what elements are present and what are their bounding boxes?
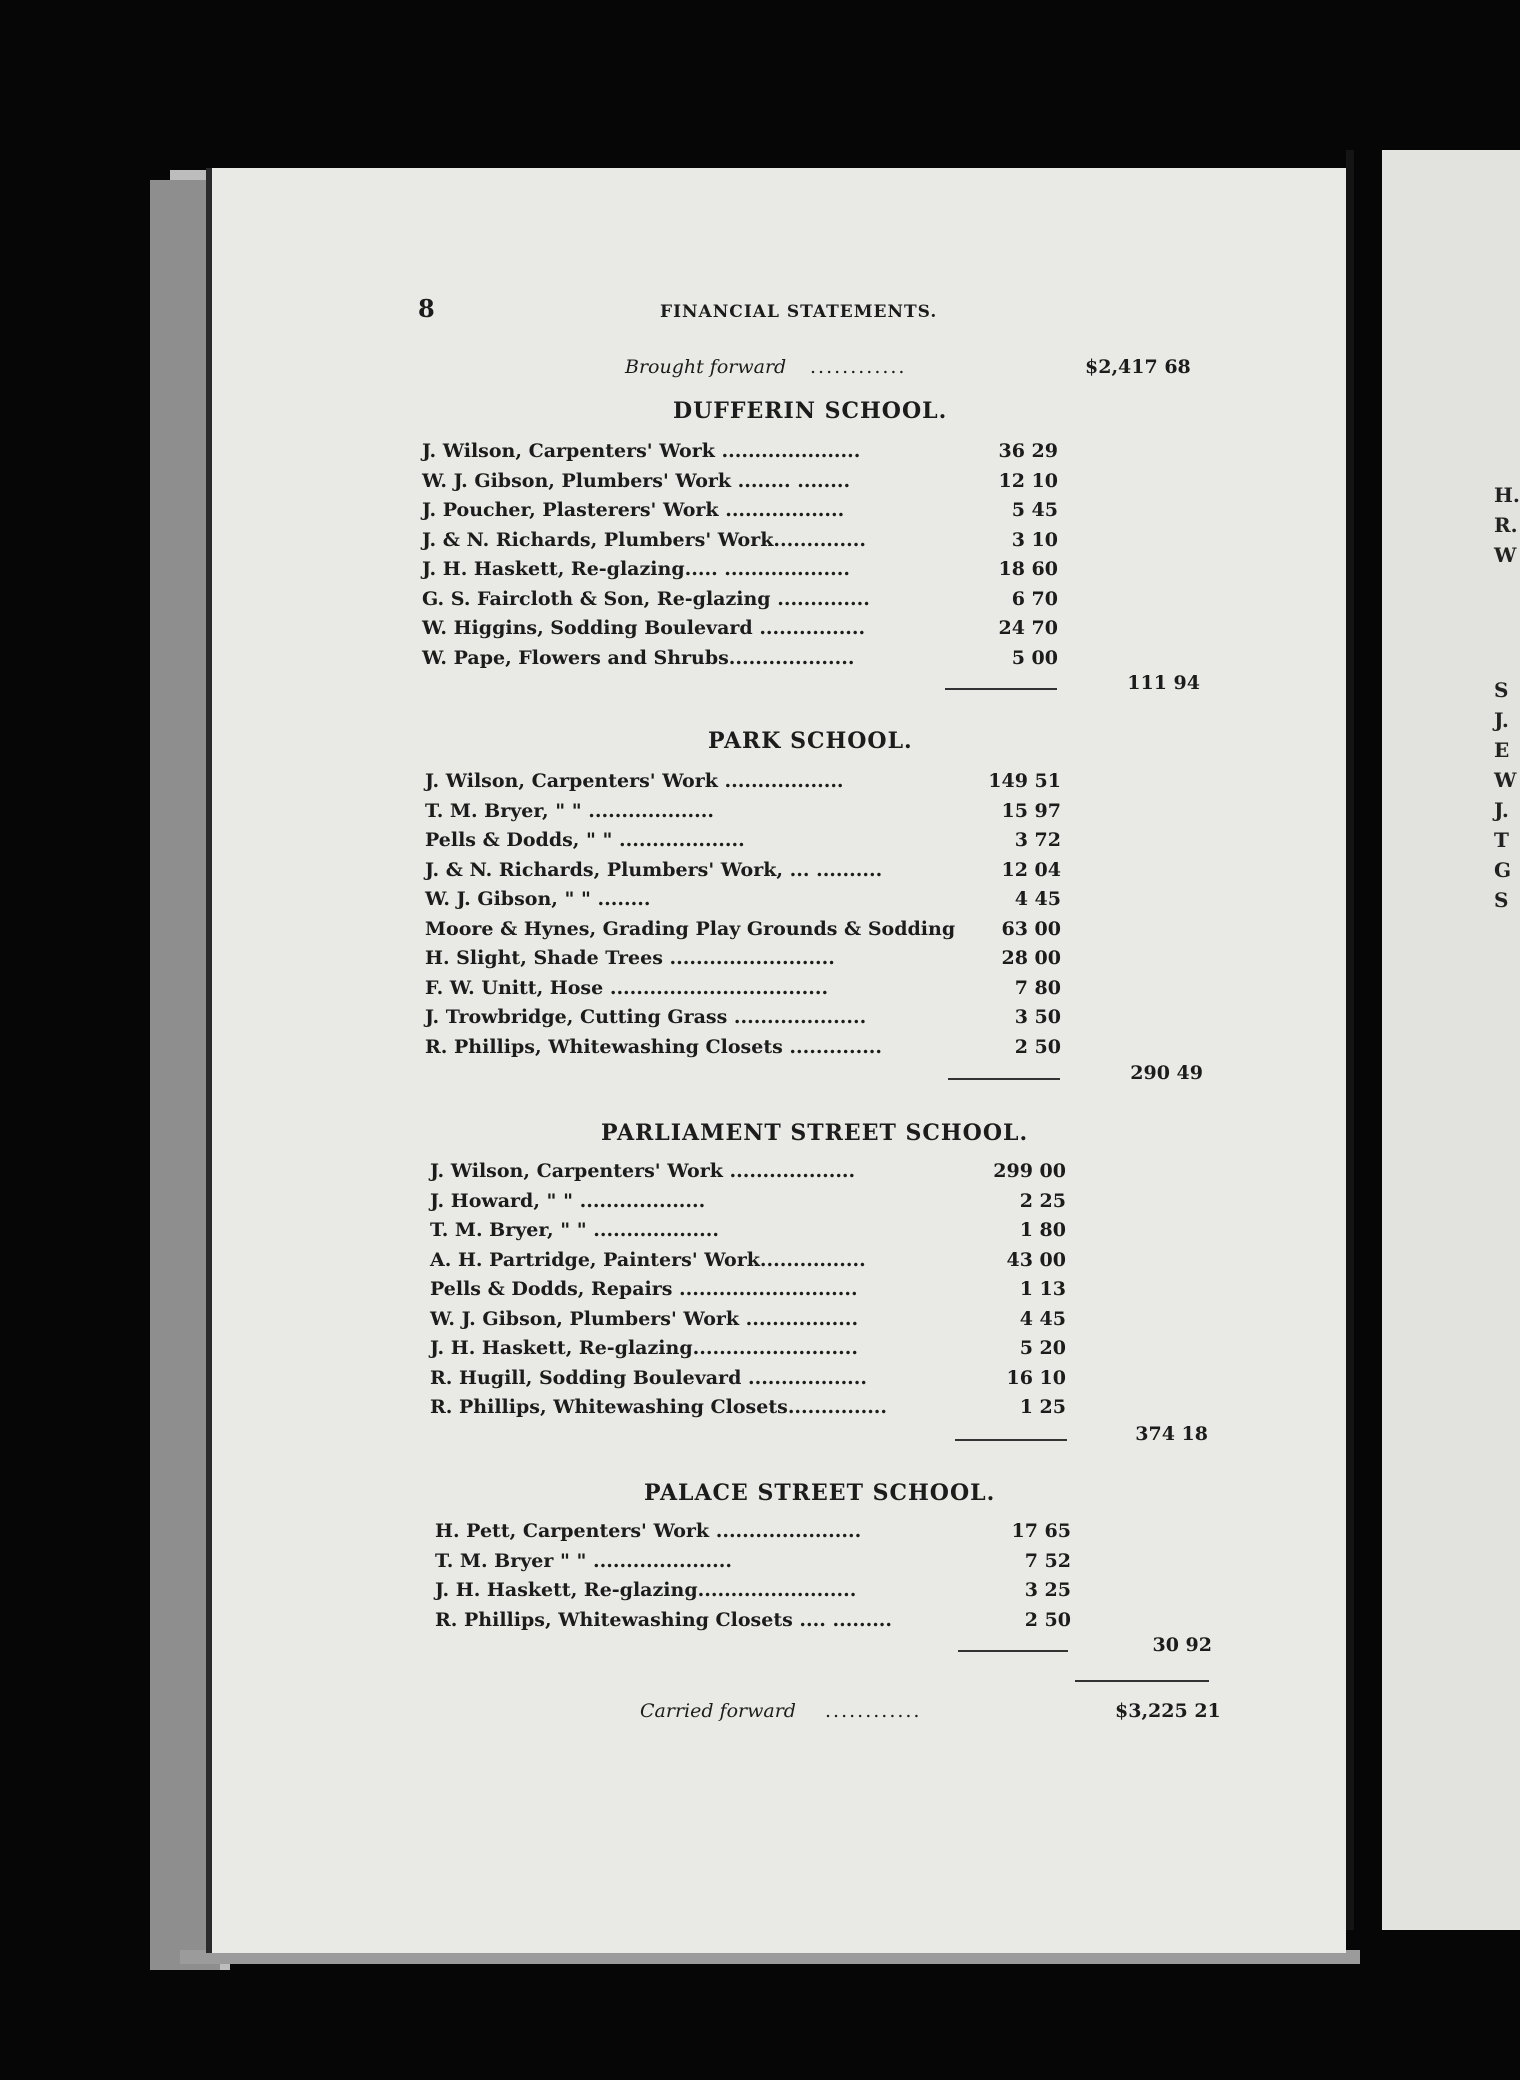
ledger-item-text: J. H. Haskett, Re-glazing......................... xyxy=(430,1337,858,1359)
park-school-subtotal: 290 49 xyxy=(1130,1062,1203,1084)
ledger-item-amount: 3 25 xyxy=(1024,1579,1071,1601)
leader-dots: ............ xyxy=(825,1700,922,1722)
facing-page-fragment: H. xyxy=(1494,483,1520,507)
ledger-row xyxy=(430,1160,1066,1190)
ledger-item-text: T. M. Bryer " " ..................... xyxy=(435,1549,732,1572)
ledger-item-amount: 63 00 xyxy=(1001,917,1061,940)
ledger-item-text: F. W. Unitt, Hose ................................. xyxy=(425,976,829,999)
ledger-item-text: Pells & Dodds, Repairs ........................... xyxy=(430,1278,858,1300)
ledger-item-text: Moore & Hynes, Grading Play Grounds & Sodding xyxy=(425,917,956,940)
ledger-item-amount: 15 97 xyxy=(1001,799,1061,822)
ledger-row xyxy=(425,888,1061,918)
facing-page-fragment: E xyxy=(1494,738,1510,762)
ledger-item-text: H. Pett, Carpenters' Work ...................... xyxy=(435,1520,862,1542)
facing-page-fragment: S xyxy=(1494,678,1509,702)
leader-dots: ............ xyxy=(810,356,907,378)
subtotal-rule xyxy=(945,688,1057,690)
ledger-item-amount: 5 20 xyxy=(1019,1337,1066,1359)
dufferin-school-items xyxy=(422,440,1058,676)
ledger-row xyxy=(425,800,1061,830)
ledger-row xyxy=(430,1219,1066,1249)
ledger-item-amount: 6 70 xyxy=(1011,587,1058,610)
ledger-item-text: J. & N. Richards, Plumbers' Work, ... .......... xyxy=(425,858,883,881)
ledger-row xyxy=(422,440,1058,470)
ledger-item-amount: 36 29 xyxy=(998,440,1058,462)
ledger-row xyxy=(430,1249,1066,1279)
facing-page-fragment: R. xyxy=(1494,513,1518,537)
ledger-item-text: J. Poucher, Plasterers' Work .................. xyxy=(422,499,845,521)
ledger-row xyxy=(435,1550,1071,1580)
ledger-item-text: R. Phillips, Whitewashing Closets............... xyxy=(430,1396,888,1418)
ledger-row xyxy=(425,977,1061,1007)
ledger-item-amount: 3 10 xyxy=(1011,528,1058,551)
ledger-row xyxy=(430,1337,1066,1367)
ledger-row xyxy=(425,918,1061,948)
ledger-row xyxy=(422,499,1058,529)
ledger-row xyxy=(430,1308,1066,1338)
book-gutter xyxy=(1346,150,1354,1930)
ledger-row xyxy=(430,1278,1066,1308)
ledger-row xyxy=(425,1036,1061,1066)
ledger-item-text: W. Pape, Flowers and Shrubs................... xyxy=(422,646,855,669)
ledger-item-amount: 4 45 xyxy=(1014,888,1061,910)
brought-forward-amount: $2,417 68 xyxy=(1085,356,1191,378)
subtotal-rule xyxy=(955,1439,1067,1441)
ledger-item-amount: 17 65 xyxy=(1011,1520,1071,1542)
parliament-street-school-items xyxy=(430,1160,1066,1426)
ledger-item-text: R. Phillips, Whitewashing Closets .............. xyxy=(425,1035,883,1058)
ledger-item-amount: 18 60 xyxy=(998,558,1058,580)
ledger-item-text: R. Phillips, Whitewashing Closets .... ......... xyxy=(435,1608,893,1631)
ledger-item-amount: 43 00 xyxy=(1006,1248,1066,1271)
ledger-row xyxy=(430,1190,1066,1220)
dufferin-school-heading: DUFFERIN SCHOOL. xyxy=(673,398,948,424)
subtotal-rule xyxy=(958,1650,1068,1652)
ledger-row xyxy=(422,617,1058,647)
subtotal-rule xyxy=(948,1078,1060,1080)
ledger-item-text: J. Wilson, Carpenters' Work ................... xyxy=(430,1160,856,1182)
facing-page-fragment: W xyxy=(1494,768,1517,792)
ledger-item-amount: 16 10 xyxy=(1006,1366,1066,1389)
ledger-item-text: G. S. Faircloth & Son, Re-glazing .............. xyxy=(422,587,870,610)
ledger-item-text: W. J. Gibson, Plumbers' Work ................. xyxy=(430,1307,859,1330)
ledger-row xyxy=(435,1609,1071,1639)
ledger-item-amount: 3 50 xyxy=(1014,1006,1061,1028)
ledger-item-text: Pells & Dodds, " " ................... xyxy=(425,829,745,851)
ledger-item-text: J. H. Haskett, Re-glazing........................ xyxy=(435,1579,857,1601)
ledger-item-text: J. Wilson, Carpenters' Work ..................... xyxy=(422,440,861,462)
facing-page-fragment: S xyxy=(1494,888,1509,912)
palace-street-school-items xyxy=(435,1520,1071,1638)
ledger-item-text: J. H. Haskett, Re-glazing..... ................... xyxy=(422,558,850,580)
ledger-item-text: J. Howard, " " ................... xyxy=(430,1189,706,1212)
ledger-item-text: J. Trowbridge, Cutting Grass .................... xyxy=(425,1006,867,1028)
ledger-item-amount: 7 80 xyxy=(1014,976,1061,999)
dufferin-school-subtotal: 111 94 xyxy=(1127,672,1200,694)
ledger-row xyxy=(435,1579,1071,1609)
ledger-item-text: T. M. Bryer, " " ................... xyxy=(430,1219,719,1241)
carried-forward-line xyxy=(435,1700,1235,1730)
ledger-row xyxy=(422,529,1058,559)
facing-page-fragment: G xyxy=(1494,858,1512,882)
ledger-item-amount: 28 00 xyxy=(1001,947,1061,969)
ledger-row xyxy=(430,1396,1066,1426)
ledger-item-text: J. & N. Richards, Plumbers' Work.............. xyxy=(422,528,866,551)
park-school-heading: PARK SCHOOL. xyxy=(708,728,913,754)
ledger-item-text: R. Hugill, Sodding Boulevard .................. xyxy=(430,1366,868,1389)
ledger-row xyxy=(422,647,1058,677)
ledger-row xyxy=(430,1367,1066,1397)
park-school-items xyxy=(425,770,1061,1065)
parliament-street-school-subtotal: 374 18 xyxy=(1135,1423,1208,1445)
ledger-item-amount: 5 45 xyxy=(1011,499,1058,521)
ledger-row xyxy=(435,1520,1071,1550)
ledger-item-amount: 1 25 xyxy=(1019,1396,1066,1418)
ledger-item-amount: 4 45 xyxy=(1019,1307,1066,1330)
ledger-row xyxy=(422,588,1058,618)
page-header xyxy=(418,294,1058,328)
ledger-item-text: A. H. Partridge, Painters' Work................ xyxy=(430,1248,866,1271)
ledger-item-amount: 24 70 xyxy=(998,617,1058,639)
brought-forward-label: Brought forward xyxy=(625,356,787,378)
ledger-item-text: T. M. Bryer, " " ................... xyxy=(425,799,714,822)
ledger-row xyxy=(425,1006,1061,1036)
ledger-row xyxy=(425,770,1061,800)
ledger-item-amount: 1 80 xyxy=(1019,1219,1066,1241)
ledger-item-amount: 5 00 xyxy=(1011,646,1058,669)
ledger-item-amount: 7 52 xyxy=(1024,1549,1071,1572)
ledger-item-amount: 299 00 xyxy=(993,1160,1066,1182)
facing-page xyxy=(1382,150,1520,1930)
ledger-row xyxy=(422,470,1058,500)
ledger-item-amount: 2 50 xyxy=(1024,1608,1071,1631)
running-title: FINANCIAL STATEMENTS. xyxy=(660,302,938,322)
ledger-item-text: J. Wilson, Carpenters' Work .................. xyxy=(425,770,844,792)
facing-page-fragment: J. xyxy=(1494,798,1509,822)
ledger-item-amount: 2 50 xyxy=(1014,1035,1061,1058)
ledger-item-text: H. Slight, Shade Trees ......................... xyxy=(425,947,835,969)
ledger-item-text: W. J. Gibson, " " ........ xyxy=(425,888,651,910)
carried-forward-label: Carried forward xyxy=(640,1700,796,1722)
facing-page-fragment: W xyxy=(1494,543,1517,567)
ledger-row xyxy=(422,558,1058,588)
ledger-item-amount: 1 13 xyxy=(1019,1278,1066,1300)
ledger-item-amount: 2 25 xyxy=(1019,1189,1066,1212)
page-number: 8 xyxy=(418,294,436,323)
ledger-item-amount: 12 04 xyxy=(1001,858,1061,881)
ledger-item-amount: 12 10 xyxy=(998,469,1058,492)
ledger-item-text: W. J. Gibson, Plumbers' Work ........ ........ xyxy=(422,469,851,492)
ledger-item-text: W. Higgins, Sodding Boulevard ................ xyxy=(422,617,866,639)
grand-total-rule xyxy=(1075,1680,1209,1682)
ledger-row xyxy=(425,859,1061,889)
facing-page-fragment: J. xyxy=(1494,708,1509,732)
palace-street-school-heading: PALACE STREET SCHOOL. xyxy=(644,1480,996,1506)
ledger-item-amount: 149 51 xyxy=(988,770,1061,792)
carried-forward-amount: $3,225 21 xyxy=(1115,1700,1221,1722)
ledger-row xyxy=(425,829,1061,859)
ledger-row xyxy=(425,947,1061,977)
facing-page-fragment: T xyxy=(1494,828,1509,852)
palace-street-school-subtotal: 30 92 xyxy=(1152,1634,1212,1656)
parliament-street-school-heading: PARLIAMENT STREET SCHOOL. xyxy=(601,1120,1029,1146)
brought-forward-line xyxy=(420,356,1220,386)
ledger-item-amount: 3 72 xyxy=(1014,829,1061,851)
